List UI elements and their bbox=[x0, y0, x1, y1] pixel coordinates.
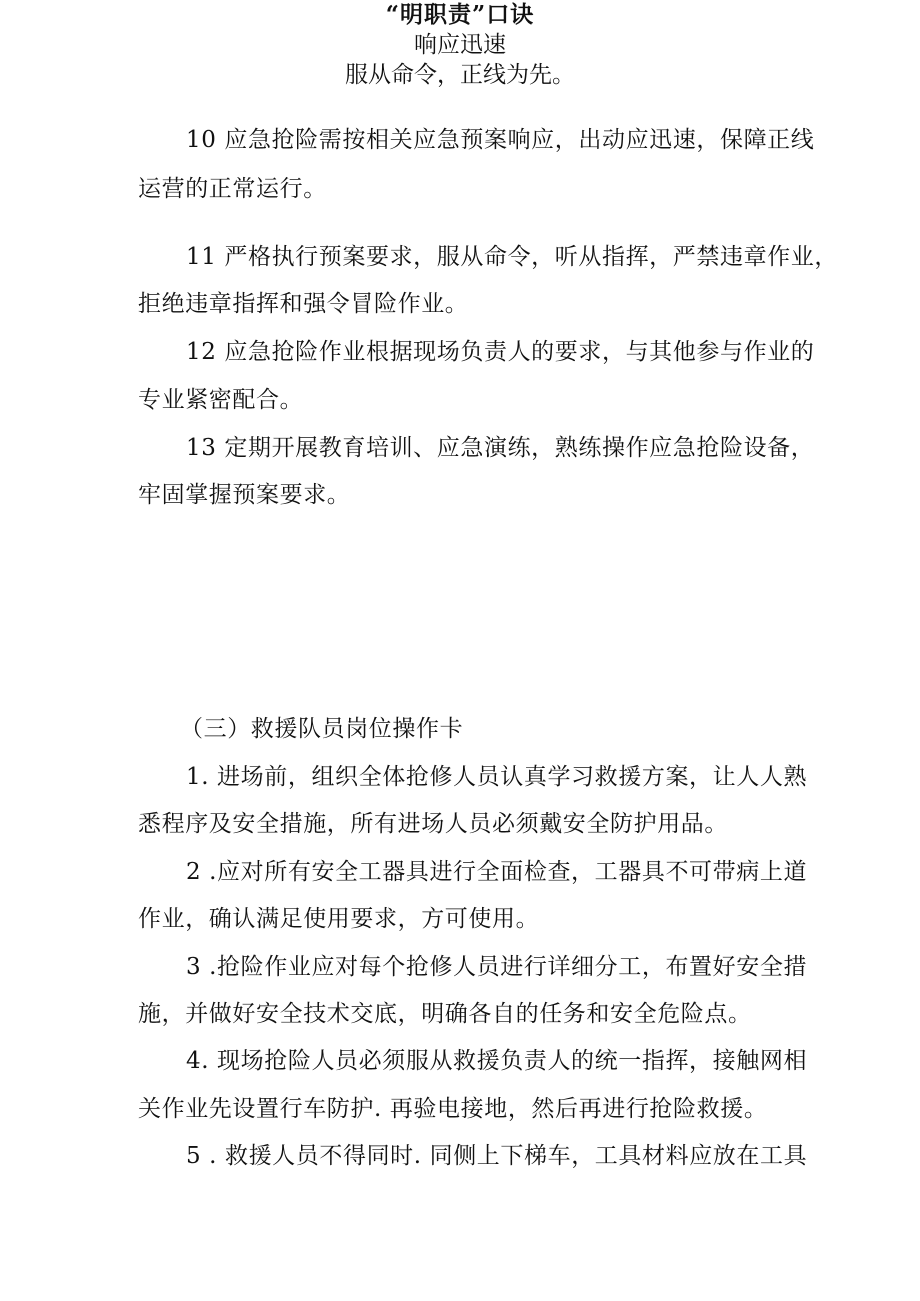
item-13-line-2: 牢固掌握预案要求。 bbox=[138, 482, 351, 508]
slogan-title: “明职责”口诀 bbox=[385, 1, 535, 28]
section-item-3-line-1: 3 .抢险作业应对每个抢修人员进行详细分工，布置好安全措 bbox=[186, 954, 808, 980]
section-item-4-line-2: 关作业先设置行车防护. 再验电接地，然后再进行抢险救援。 bbox=[138, 1096, 768, 1122]
item-11-line-2: 拒绝违章指挥和强令冒险作业。 bbox=[138, 291, 469, 317]
slogan-line-1: 响应迅速 bbox=[414, 32, 506, 58]
section-item-4-line-1: 4. 现场抢险人员必须服从救援负责人的统一指挥，接触网相 bbox=[186, 1048, 808, 1074]
item-12-line-1: 12 应急抢险作业根据现场负责人的要求，与其他参与作业的 bbox=[186, 339, 815, 365]
section-item-3-line-2: 施，并做好安全技术交底，明确各自的任务和安全危险点。 bbox=[138, 1001, 752, 1027]
section-item-2-line-2: 作业，确认满足使用要求，方可使用。 bbox=[138, 906, 540, 932]
section-item-5-line-1: 5 . 救援人员不得同时. 同侧上下梯车，工具材料应放在工具 bbox=[186, 1143, 808, 1169]
item-10-line-1: 10 应急抢险需按相关应急预案响应，出动应迅速，保障正线 bbox=[186, 127, 815, 153]
section-item-1-line-2: 悉程序及安全措施，所有进场人员必须戴安全防护用品。 bbox=[138, 811, 728, 837]
item-11-line-1: 11 严格执行预案要求，服从命令，听从指挥，严禁违章作业， bbox=[186, 244, 838, 270]
slogan-line-2: 服从命令，正线为先。 bbox=[345, 62, 575, 88]
section-item-1-line-1: 1. 进场前，组织全体抢修人员认真学习救援方案，让人人熟 bbox=[186, 764, 808, 790]
section-heading: （三）救援队员岗位操作卡 bbox=[180, 716, 464, 742]
item-12-line-2: 专业紧密配合。 bbox=[138, 387, 304, 413]
item-10-line-2: 运营的正常运行。 bbox=[138, 176, 327, 202]
item-13-line-1: 13 定期开展教育培训、应急演练，熟练操作应急抢险设备， bbox=[186, 435, 815, 461]
section-item-2-line-1: 2 .应对所有安全工器具进行全面检查，工器具不可带病上道 bbox=[186, 859, 808, 885]
